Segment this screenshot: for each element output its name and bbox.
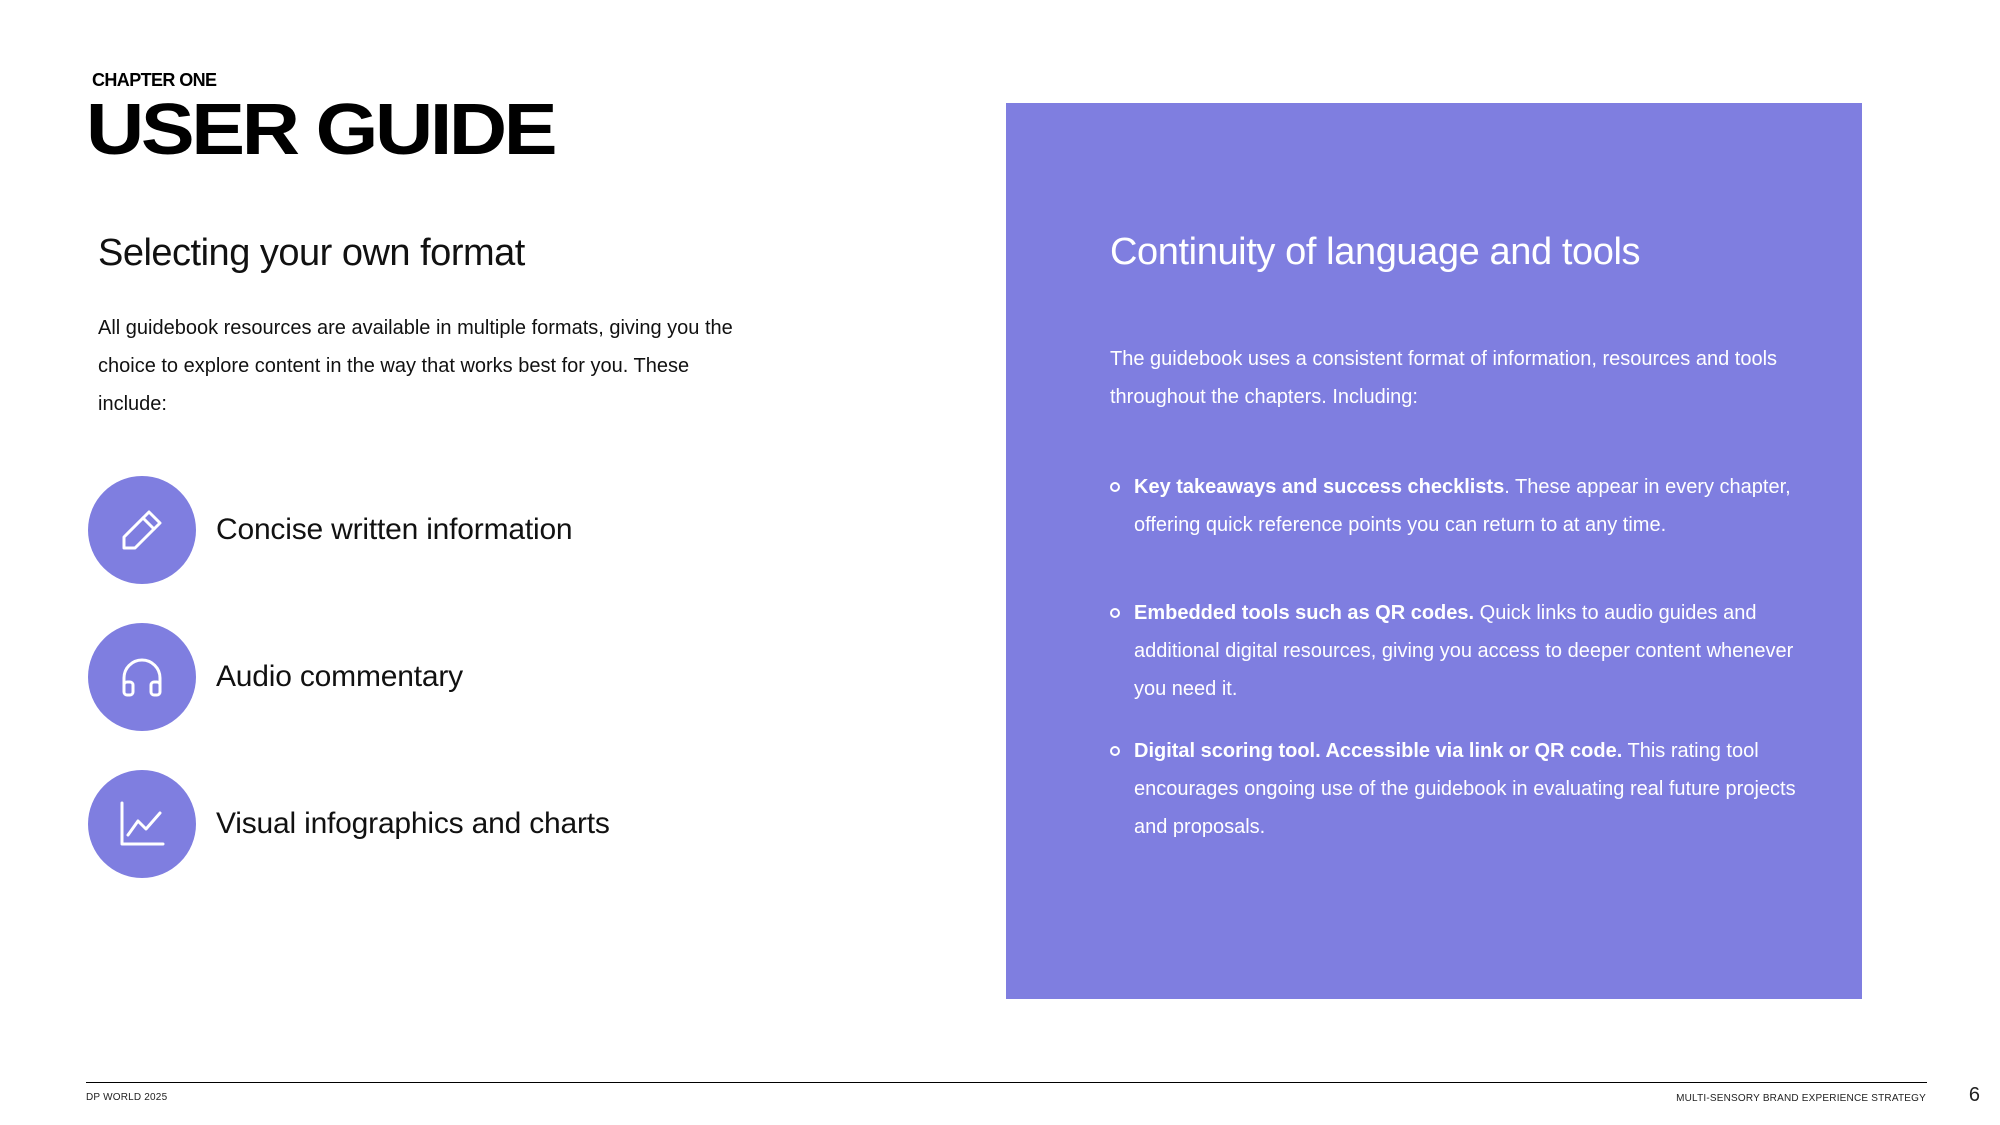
page-title: USER GUIDE [86,90,555,170]
chapter-label: CHAPTER ONE [92,70,217,90]
footer-right: MULTI-SENSORY BRAND EXPERIENCE STRATEGY [1676,1093,1926,1104]
bullet-bold: Digital scoring tool. Accessible via link or QR code. [1134,740,1623,762]
format-item-audio [88,623,463,731]
panel-heading: Continuity of language and tools [1110,231,1641,273]
bullet-bold: Embedded tools such as QR codes. [1134,602,1475,624]
format-label: Visual infographics and charts [216,807,610,840]
bullet-icon [1110,482,1120,492]
bullet-text: Quick links to audio guides and additional digital resources, giving you access to deeper content whenever you need it. [1134,602,1794,700]
info-panel [1006,103,1862,999]
format-item-written [88,476,572,584]
bullet-item [1110,594,1810,708]
format-label: Audio commentary [216,660,463,693]
bullet-text: . These appear in every chapter, offering quick reference points you can return to at any time. [1134,476,1791,536]
bullet-bold: Key takeaways and success checklists [1134,476,1505,498]
bullet-text: This rating tool encourages ongoing use of the guidebook in evaluating real future projects and proposals. [1134,740,1796,838]
page-number: 6 [1968,1084,1980,1106]
bullet-icon [1110,608,1120,618]
left-heading: Selecting your own format [98,232,525,274]
line-chart-icon [88,770,196,878]
format-item-visual [88,770,610,878]
bullet-item [1110,732,1810,846]
format-label: Concise written information [216,513,573,546]
footer-divider [86,1082,1927,1083]
left-intro: All guidebook resources are available in multiple formats, giving you the choice to explore content in the way that works best for you. These include: [98,317,733,415]
bullet-icon [1110,746,1120,756]
bullet-item [1110,468,1810,544]
pencil-icon [88,476,196,584]
headphones-icon [88,623,196,731]
panel-intro: The guidebook uses a consistent format of information, resources and tools throughout the chapters. Including: [1110,348,1778,408]
footer-left: DP WORLD 2025 [86,1092,168,1103]
